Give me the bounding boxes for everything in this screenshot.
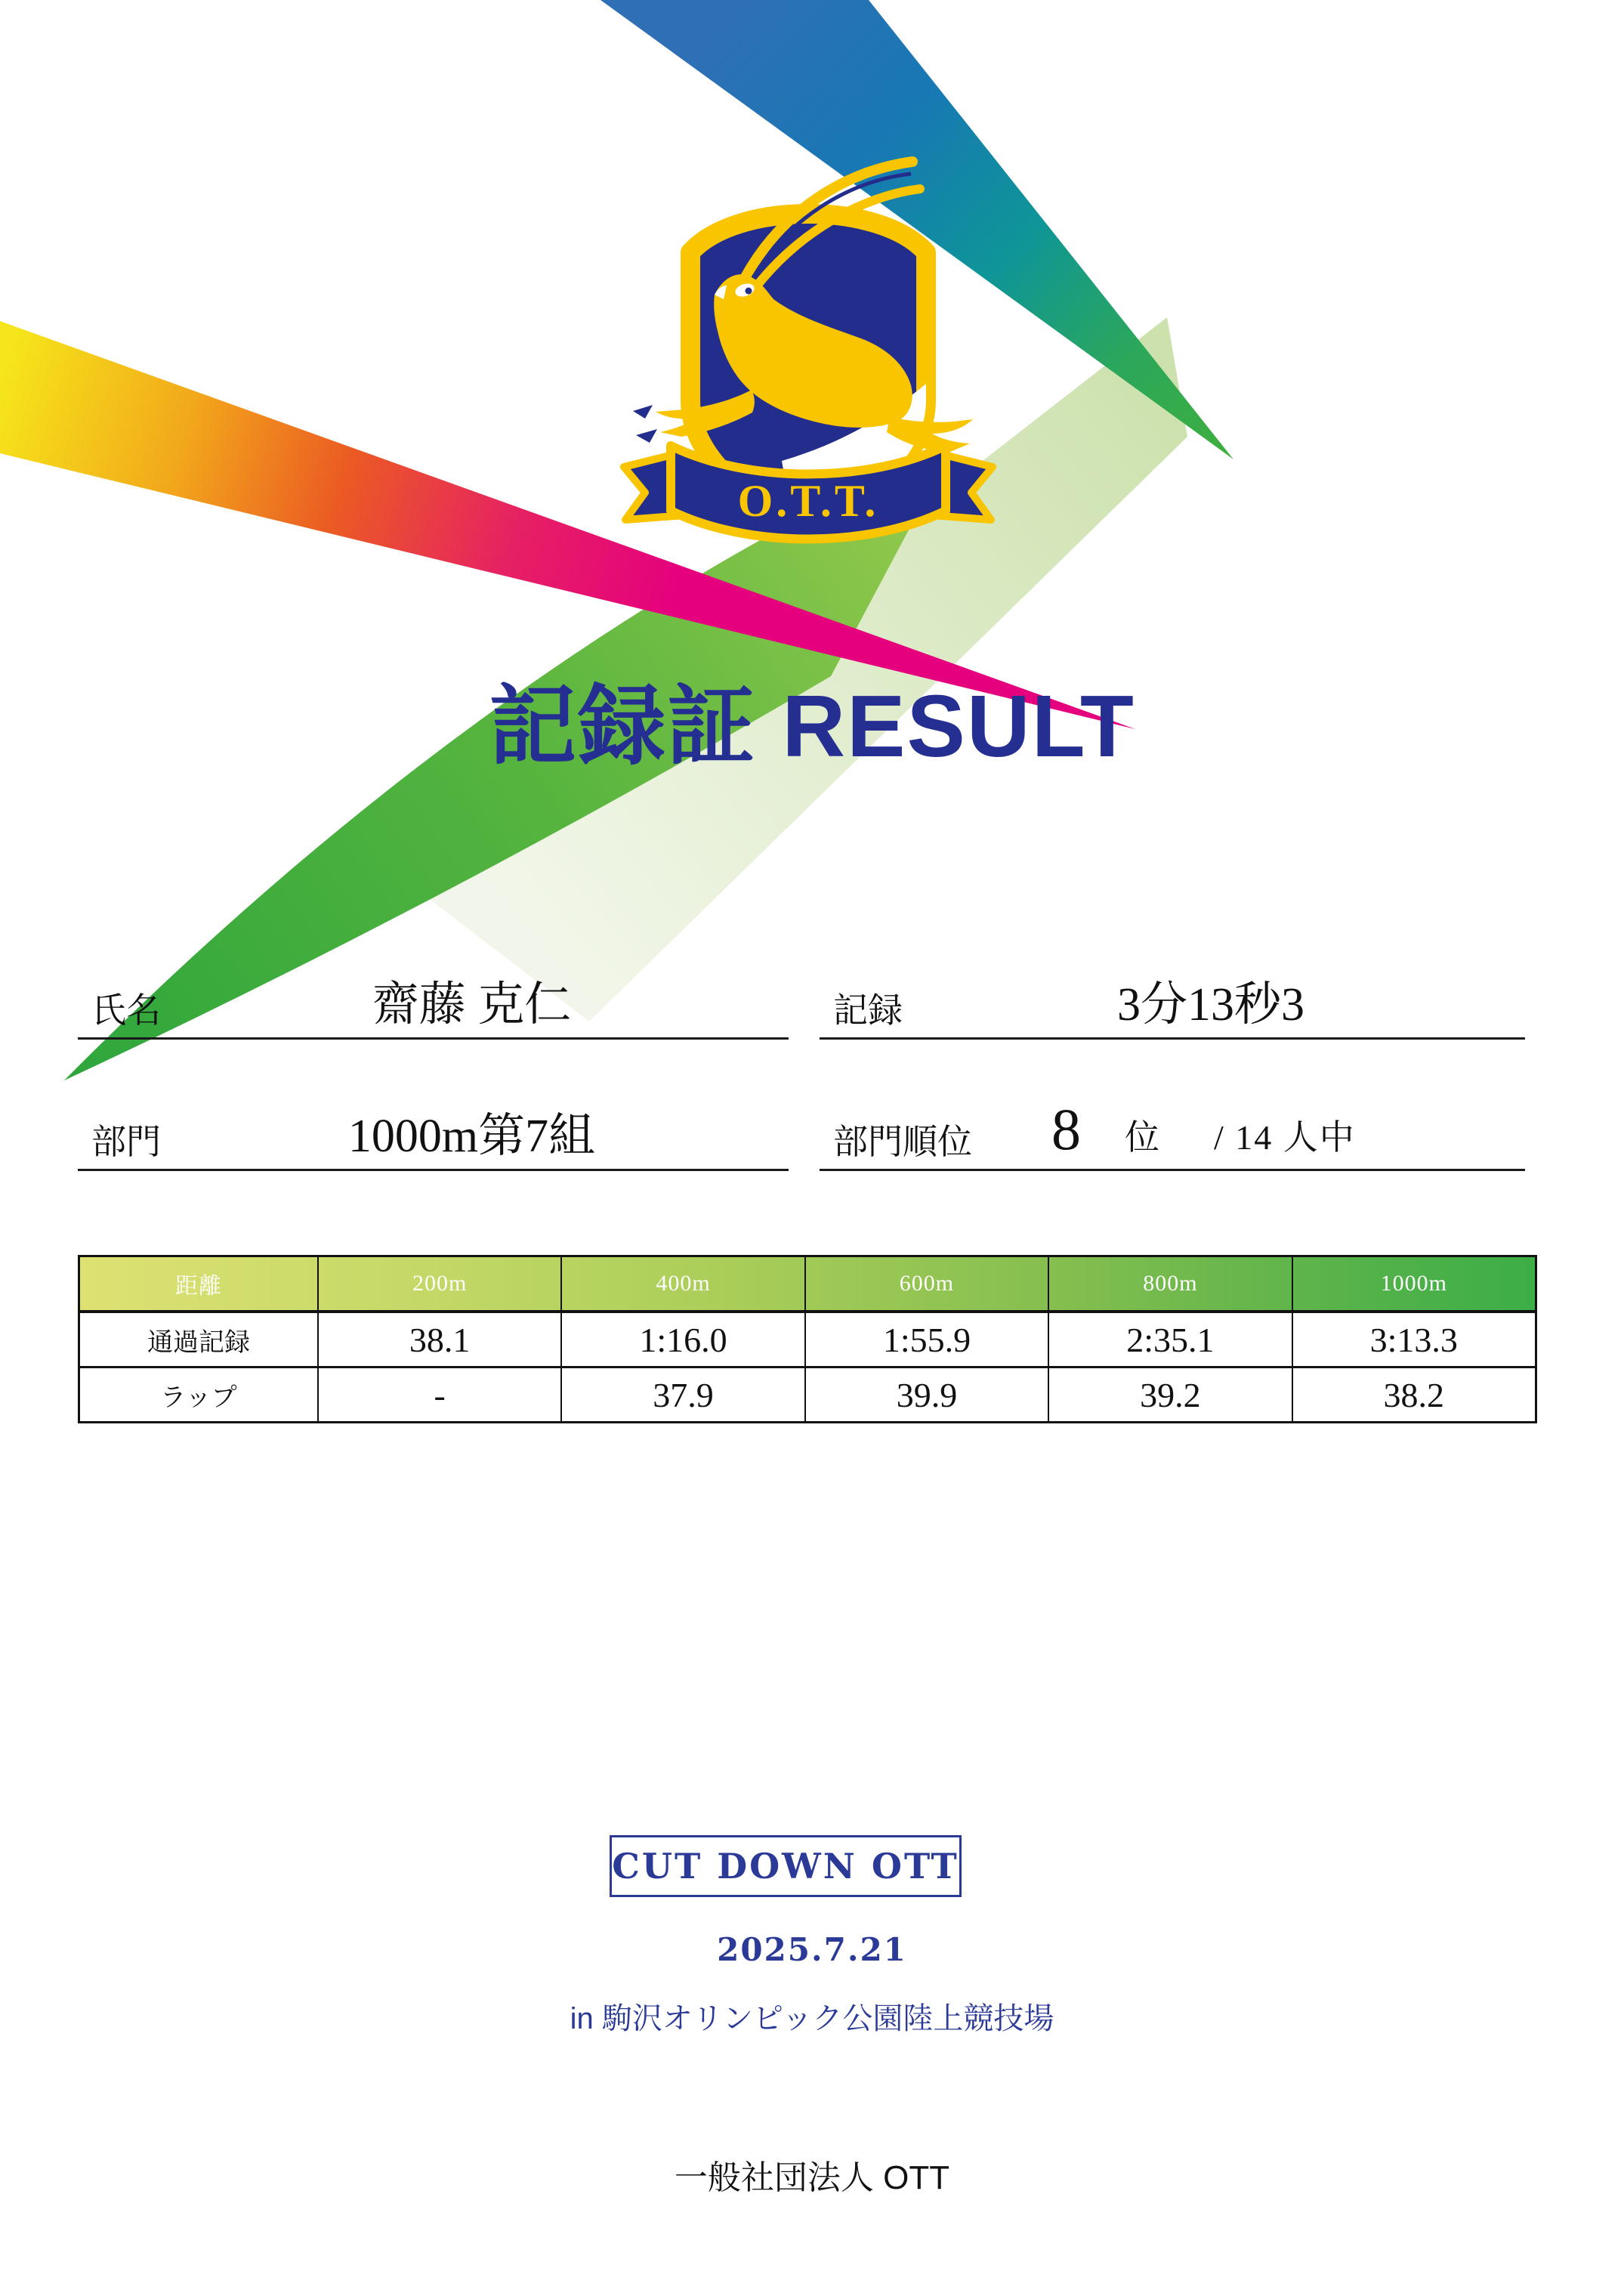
event-venue: in 駒沢オリンピック公園陸上競技場 (570, 2002, 1054, 2035)
lap-600m: 39.9 (804, 1368, 1048, 1421)
rank-unit: 位 (1125, 1118, 1159, 1157)
table-row-laps (80, 1366, 1535, 1421)
splits-table (78, 1255, 1537, 1423)
lap-800m: 39.2 (1048, 1368, 1291, 1421)
split-1000m: 3:13.3 (1292, 1313, 1535, 1366)
name-field (78, 946, 789, 1040)
record-label: 記録 (833, 991, 903, 1030)
record-field (820, 946, 1525, 1040)
row-label-laps: ラップ (160, 1383, 237, 1412)
name-label: 氏名 (91, 991, 161, 1030)
rank-value-group (972, 1096, 1519, 1162)
header-cell-distance: 距離 (174, 1274, 222, 1299)
split-600m: 1:55.9 (804, 1313, 1048, 1366)
row-label-splits: 通過記録 (147, 1328, 250, 1357)
header-cell-400m: 400m (560, 1257, 804, 1310)
lap-1000m: 38.2 (1292, 1368, 1535, 1421)
rank-field (820, 1077, 1525, 1171)
cut-down-ott-badge (610, 1835, 962, 1897)
rank-label: 部門順位 (833, 1123, 972, 1161)
organization-name: 一般社団法人 OTT (674, 2159, 950, 2196)
event-date: 2025.7.21 (717, 1931, 907, 1968)
lap-400m: 37.9 (560, 1368, 804, 1421)
page-title: 記録証 RESULT (489, 677, 1135, 775)
splits-table-header-row (80, 1257, 1535, 1313)
division-field (78, 1077, 789, 1171)
cut-down-ott-label: CUT DOWN OTT (612, 1846, 959, 1887)
split-200m: 38.1 (317, 1313, 560, 1366)
rank-number: 8 (1051, 1096, 1081, 1162)
ott-logo (612, 104, 1005, 571)
lap-200m: - (317, 1368, 560, 1421)
division-value: 1000m第7組 (347, 1111, 596, 1162)
division-label: 部門 (91, 1123, 161, 1161)
record-value: 3分13秒3 (1116, 979, 1304, 1031)
header-cell-600m: 600m (804, 1257, 1048, 1310)
split-400m: 1:16.0 (560, 1313, 804, 1366)
name-value: 齋藤 克仁 (372, 979, 572, 1031)
ott-banner-text: O.T.T. (737, 476, 879, 526)
split-800m: 2:35.1 (1048, 1313, 1291, 1366)
header-cell-1000m: 1000m (1292, 1257, 1535, 1310)
rank-total: / 14 人中 (1214, 1118, 1356, 1157)
header-cell-800m: 800m (1048, 1257, 1291, 1310)
table-row-splits (80, 1313, 1535, 1366)
header-cell-200m: 200m (317, 1257, 560, 1310)
